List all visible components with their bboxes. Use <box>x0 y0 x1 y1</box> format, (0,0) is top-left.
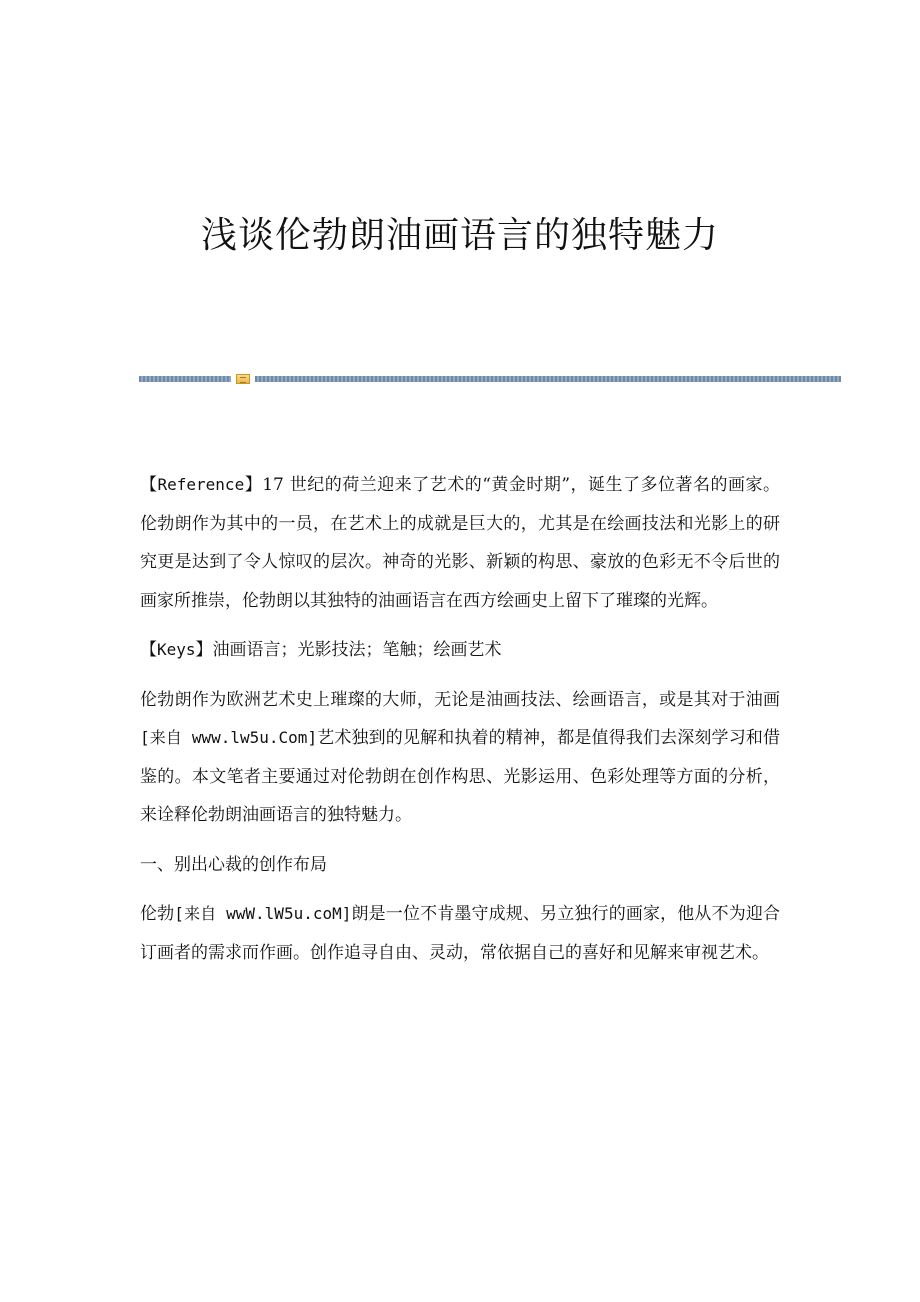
keywords-text: 油画语言；光影技法；笔触；绘画艺术 <box>212 640 502 660</box>
keywords-paragraph <box>140 631 780 670</box>
section1-text-part2: 朗是一位不肯墨守成规、另立独行的画家，他从不为迎合订画者的需求而作画。创作追寻自由、灵动，常依据自己的喜好和见解来审视艺术。 <box>140 904 781 963</box>
abstract-label: Reference <box>157 475 245 494</box>
section1-source-note: [来自 wwW.lW5u.coM] <box>174 904 352 923</box>
divider-bar-right <box>255 376 841 382</box>
divider-bar-left <box>139 376 231 382</box>
keywords-label: Keys <box>157 640 196 659</box>
section1-text-part1: 伦勃 <box>140 904 175 924</box>
intro-paragraph <box>140 681 780 835</box>
envelope-ornament-icon <box>236 374 250 384</box>
abstract-paragraph <box>140 466 780 620</box>
intro-text-part1: 伦勃朗作为欧洲艺术史上璀璨的大师，无论是油画技法、绘画语言，或是其对于油画 <box>140 689 780 710</box>
article-body <box>140 466 780 972</box>
section1-paragraph <box>140 895 780 972</box>
keywords-label-close: 】 <box>195 640 213 660</box>
abstract-label-open: 【 <box>140 475 158 495</box>
intro-text-part2: 艺术独到的见解和执着的精神，都是值得我们去深刻学习和借鉴的。本文笔者主要通过对伦勃朗在创作构思、光影运用、色彩处理等方面的分析，来诠释伦勃朗油画语言的独特魅力。 <box>140 728 780 825</box>
keywords-label-open: 【 <box>140 640 157 660</box>
title-divider <box>139 374 841 384</box>
document-title: 浅谈伦勃朗油画语言的独特魅力 <box>200 215 719 256</box>
intro-source-note: [来自 www.lw5u.Com] <box>140 728 318 747</box>
abstract-label-close: 】 <box>244 475 263 495</box>
section1-heading: 一、别出心裁的创作布局 <box>140 854 327 875</box>
abstract-text: 17 世纪的荷兰迎来了艺术的“黄金时期”，诞生了多位著名的画家。伦勃朗作为其中的一员，在艺术上的成就是巨大的，尤其是在绘画技法和光影上的研究更是达到了令人惊叹的层次。神奇的光影、新颖的构思、豪放的色彩无不令后世的画家所推崇，伦勃朗以其独特的油画语言在西方绘画史上留下了璀璨的光辉。 <box>140 475 781 611</box>
